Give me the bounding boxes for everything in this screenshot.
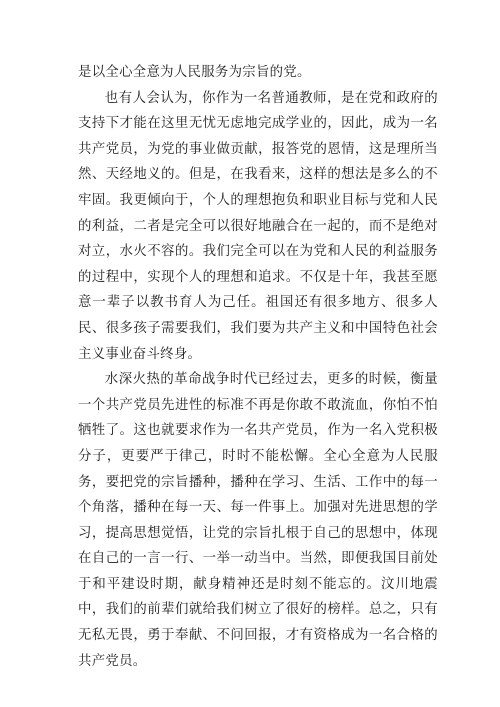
paragraph-continuation: 是以全心全意为人民服务为宗旨的党。: [78, 65, 311, 80]
paragraph-teacher-view: 也有人会认为，你作为一名普通教师，是在党和政府的支持下才能在这里无忧无虑地完成学业的，因此，成为一名共产党员，为党的事业做贡献，报答党的恩情，这是理所当然、天经地义的。但是，在我看来，这样的想法是多么的不牢固。我更倾向于，个人的理想抱负和职业目标与党和人民的利益，二者是完全可以很好地融合在一起的，而不是绝对对立，水火不容的。我们完全可以在为党和人民的利益服务的过程中，实现个人的理想和追求。不仅是十年，我甚至愿意一辈子以教书育人为己任。祖国还有很多地方、很多人民、很多孩子需要我们，我们要为共产主义和中国特色社会主义事业奋斗终身。: [78, 90, 438, 362]
paragraph-party-member-standard: 水深火热的革命战争时代已经过去，更多的时候，衡量一个共产党员先进性的标准不再是你敢不敢流血，你怕不怕牺牲了。这也就要求作为一名共产党员，作为一名入党积极分子，更要严于律己，时时不能松懈。全心全意为人民服务，要把党的宗旨播种，播种在学习、生活、工作中的每一个角落，播种在每一天、每一件事上。加强对先进思想的学习，提高思想觉悟，让党的宗旨扎根于自己的思想中，体现在自己的一言一行、一举一动当中。当然，即便我国目前处于和平建设时期，献身精神还是时刻不能忘的。汶川地震中，我们的前辈们就给我们树立了很好的榜样。总之，只有无私无畏，勇于奉献、不问回报，才有资格成为一名合格的共产党员。: [78, 372, 438, 669]
document-body: [78, 60, 438, 674]
